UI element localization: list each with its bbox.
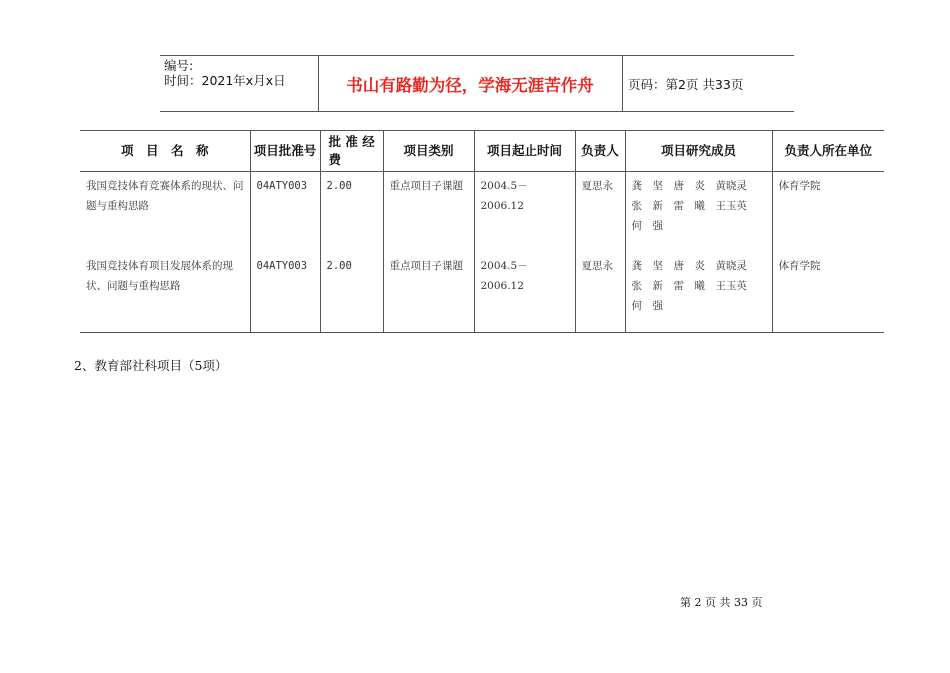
project-leader: 夏思永	[575, 172, 625, 253]
table-header-row	[80, 131, 884, 172]
col-header-funds: 批 准 经费	[320, 131, 383, 172]
document-number-label: 编号:	[164, 58, 194, 73]
project-funds: 2.00	[320, 252, 383, 333]
project-members	[625, 172, 772, 253]
project-members	[625, 252, 772, 333]
page-header	[160, 55, 794, 112]
project-category: 重点项目子课题	[383, 252, 474, 333]
project-name: 我国竞技体育项目发展体系的现状、问题与重构思路	[80, 252, 250, 333]
project-unit: 体育学院	[772, 252, 884, 333]
table-row	[80, 172, 884, 253]
member-line: 龚 坚 唐 炎 黄晓灵	[631, 260, 747, 272]
col-header-leader: 负责人	[575, 131, 625, 172]
project-leader: 夏思永	[575, 252, 625, 333]
col-header-category: 项目类别	[383, 131, 474, 172]
table-row	[80, 252, 884, 333]
col-header-name: 项 目 名 称	[80, 131, 250, 172]
page-footer: 第 2 页 共 33 页	[680, 596, 763, 609]
member-line: 何 强	[631, 300, 663, 312]
project-unit: 体育学院	[772, 172, 884, 253]
project-category: 重点项目子课题	[383, 172, 474, 253]
member-line: 张 新 雷 曦 王玉英	[631, 280, 747, 292]
col-header-unit: 负责人所在单位	[772, 131, 884, 172]
member-line: 何 强	[631, 220, 663, 232]
project-funds: 2.00	[320, 172, 383, 253]
header-motto: 书山有路勤为径，学海无涯苦作舟	[318, 56, 623, 111]
project-period: 2004.5－2006.12	[474, 172, 575, 253]
col-header-period: 项目起止时间	[474, 131, 575, 172]
project-code: 04ATY003	[250, 172, 320, 253]
project-table	[80, 130, 884, 333]
col-header-code: 项目批准号	[250, 131, 320, 172]
header-meta	[160, 56, 319, 111]
member-line: 张 新 雷 曦 王玉英	[631, 200, 747, 212]
col-header-members: 项目研究成员	[625, 131, 772, 172]
section-heading: 2、教育部社科项目（5项）	[74, 358, 228, 373]
header-page-info: 页码：第2页 共33页	[628, 76, 744, 92]
project-code: 04ATY003	[250, 252, 320, 333]
document-time: 时间：2021年x月x日	[164, 73, 286, 88]
member-line: 龚 坚 唐 炎 黄晓灵	[631, 180, 747, 192]
project-name: 我国竞技体育竞赛体系的现状、问题与重构思路	[80, 172, 250, 253]
project-period: 2004.5－2006.12	[474, 252, 575, 333]
